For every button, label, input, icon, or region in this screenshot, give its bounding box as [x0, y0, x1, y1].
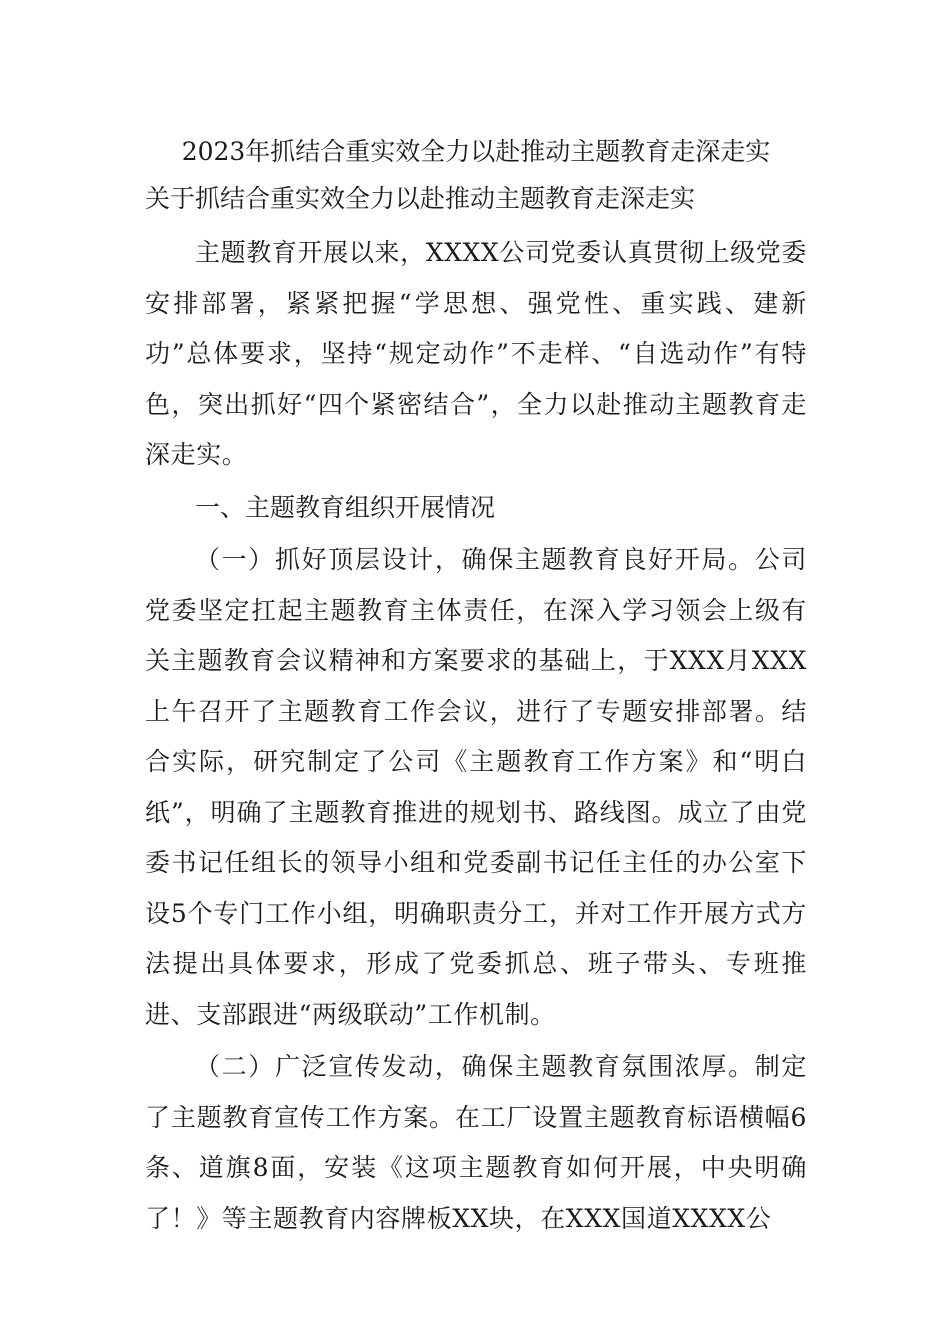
document-subtitle: 关于抓结合重实效全力以赴推动主题教育走深走实	[145, 184, 696, 213]
section-heading: 一、主题教育组织开展情况	[195, 492, 496, 522]
intro-paragraph: 主题教育开展以来，XXXX公司党委认真贯彻上级党委安排部署，紧紧把握“学思想、强党性、重实践、建新功”总体要求，坚持“规定动作”不走样、“自选动作”有特色，突出抓好“四个紧密结合”，全力以赴推动主题教育走深走实。	[145, 238, 807, 469]
section-paragraph-2: （二）广泛宣传发动，确保主题教育氛围浓厚。制定了主题教育宣传工作方案。在工厂设置主题教育标语横幅6条、道旗8面，安装《这项主题教育如何开展，中央明确了！》等主题教育内容牌板XX块，在XXX国道XXXX公	[145, 1052, 807, 1233]
document-body	[145, 128, 807, 1246]
document-title: 2023年抓结合重实效全力以赴推动主题教育走深走实	[181, 137, 771, 166]
section-paragraph-1: （一）抓好顶层设计，确保主题教育良好开局。公司党委坚定扛起主题教育主体责任，在深入学习领会上级有关主题教育会议精神和方案要求的基础上，于XXX月XXX上午召开了主题教育工作会议，进行了专题安排部署。结合实际，研究制定了公司《主题教育工作方案》和“明白纸”，明确了主题教育推进的规划书、路线图。成立了由党委书记任组长的领导小组和党委副书记任主任的办公室下设5个专门工作小组，明确职责分工，并对工作开展方式方法提出具体要求，形成了党委抓总、班子带头、专班推进、支部跟进“两级联动”工作机制。	[145, 545, 807, 1029]
